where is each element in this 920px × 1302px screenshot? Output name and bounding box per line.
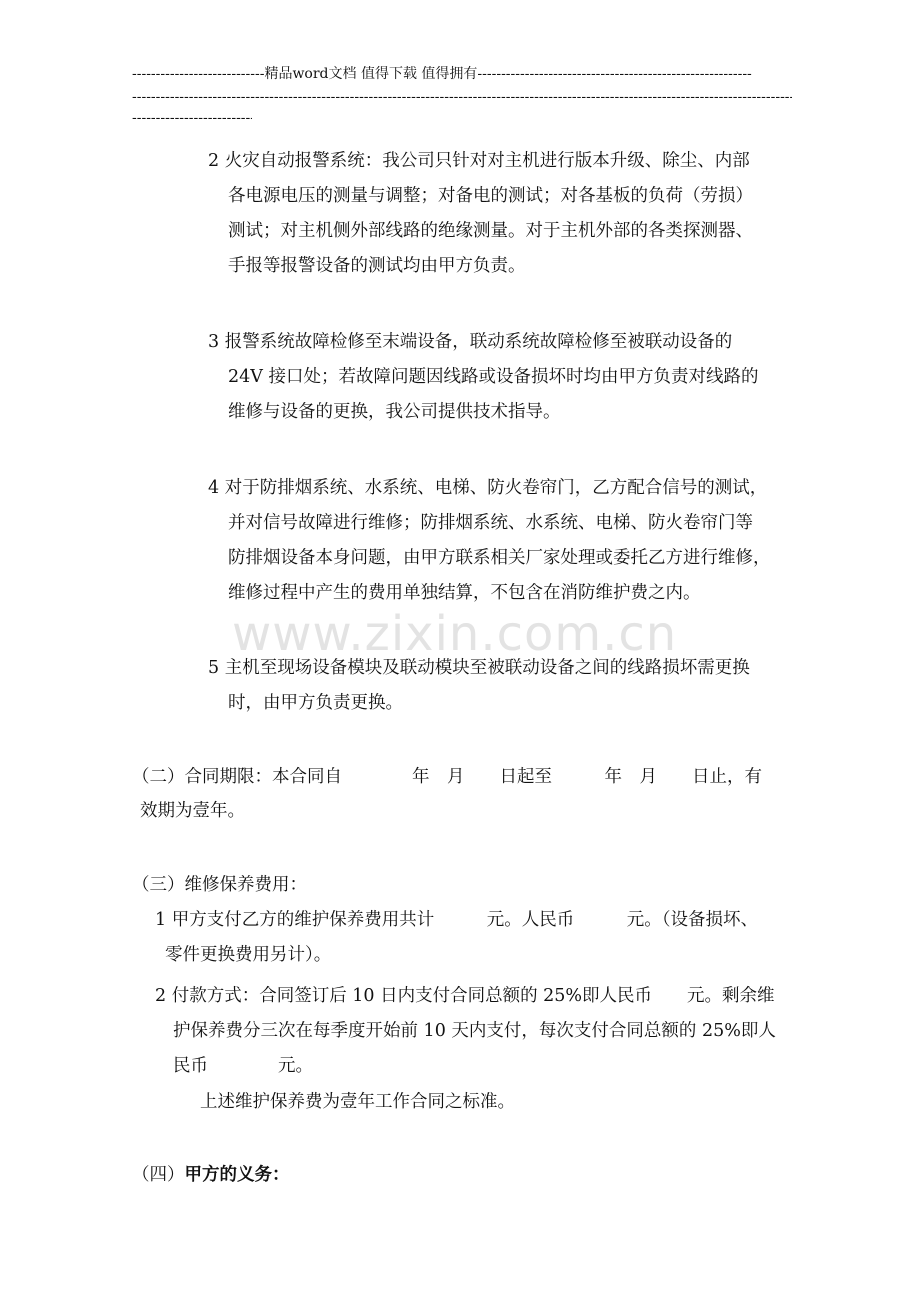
item-2-line-1: 2 火灾自动报警系统：我公司只针对对主机进行版本升级、除尘、内部 [208,151,750,171]
contract-period-line-2: 效期为壹年。 [140,801,245,821]
fees-section-title: （三）维修保养费用： [132,875,307,895]
item-2-line-2: 各电源电压的测量与调整；对备电的测试；对各基板的负荷（劳损） [228,186,753,206]
item-4-line-4: 维修过程中产生的费用单独结算，不包含在消防维护费之内。 [228,583,701,603]
duties-section-title [132,1163,290,1187]
item-4-line-1: 4 对于防排烟系统、水系统、电梯、防火卷帘门，乙方配合信号的测试， [208,478,768,498]
duties-prefix: （四） [132,1165,185,1185]
header-dashes-left: ---------------------------- [132,66,265,82]
watermark: www.zixin.com.cn [232,606,678,662]
page-header [132,64,792,84]
item-3-line-3: 维修与设备的更换，我公司提供技术指导。 [228,402,561,422]
item-4-line-3: 防排烟设备本身问题，由甲方联系相关厂家处理或委托乙方进行维修， [228,548,771,568]
item-4-line-2: 并对信号故障进行维修；防排烟系统、水系统、电梯、防火卷帘门等 [228,513,753,533]
divider-line [132,87,792,107]
item-5-line-1: 5 主机至现场设备模块及联动模块至被联动设备之间的线路损坏需更换 [208,658,750,678]
item-3-line-2: 24V 接口处；若故障问题因线路或设备损坏时均由甲方负责对线路的 [228,367,759,387]
fee-2-line-3: 民币 元。 [173,1056,313,1076]
duties-title: 甲方的义务： [184,1165,290,1185]
fee-note: 上述维护保养费为壹年工作合同之标准。 [200,1092,515,1112]
header-dashes-right: ---------------------------------------------------------- [477,66,752,82]
item-5-line-2: 时，由甲方负责更换。 [228,693,403,713]
fee-2-line-2: 护保养费分三次在每季度开始前 10 天内支付，每次支付合同总额的 25%即人 [173,1021,776,1041]
fee-1-line-1: 1 甲方支付乙方的维护保养费用共计 元。人民币 元。（设备损坏、 [155,910,758,930]
header-text: 精品word文档 值得下载 值得拥有 [264,66,478,82]
contract-period-line-1: （二）合同期限：本合同自 年 月 日起至 年 月 日止，有 [132,767,762,787]
fee-2-line-1: 2 付款方式：合同签订后 10 日内支付合同总额的 25%即人民币 元。剩余维 [155,986,775,1006]
fee-1-line-2: 零件更换费用另计）。 [165,945,332,965]
item-2-line-3: 测试；对主机侧外部线路的绝缘测量。对于主机外部的各类探测器、 [228,221,753,241]
item-3-line-1: 3 报警系统故障检修至末端设备，联动系统故障检修至被联动设备的 [208,332,733,352]
divider-line-short [132,108,252,128]
item-2-line-4: 手报等报警设备的测试均由甲方负责。 [228,256,526,276]
